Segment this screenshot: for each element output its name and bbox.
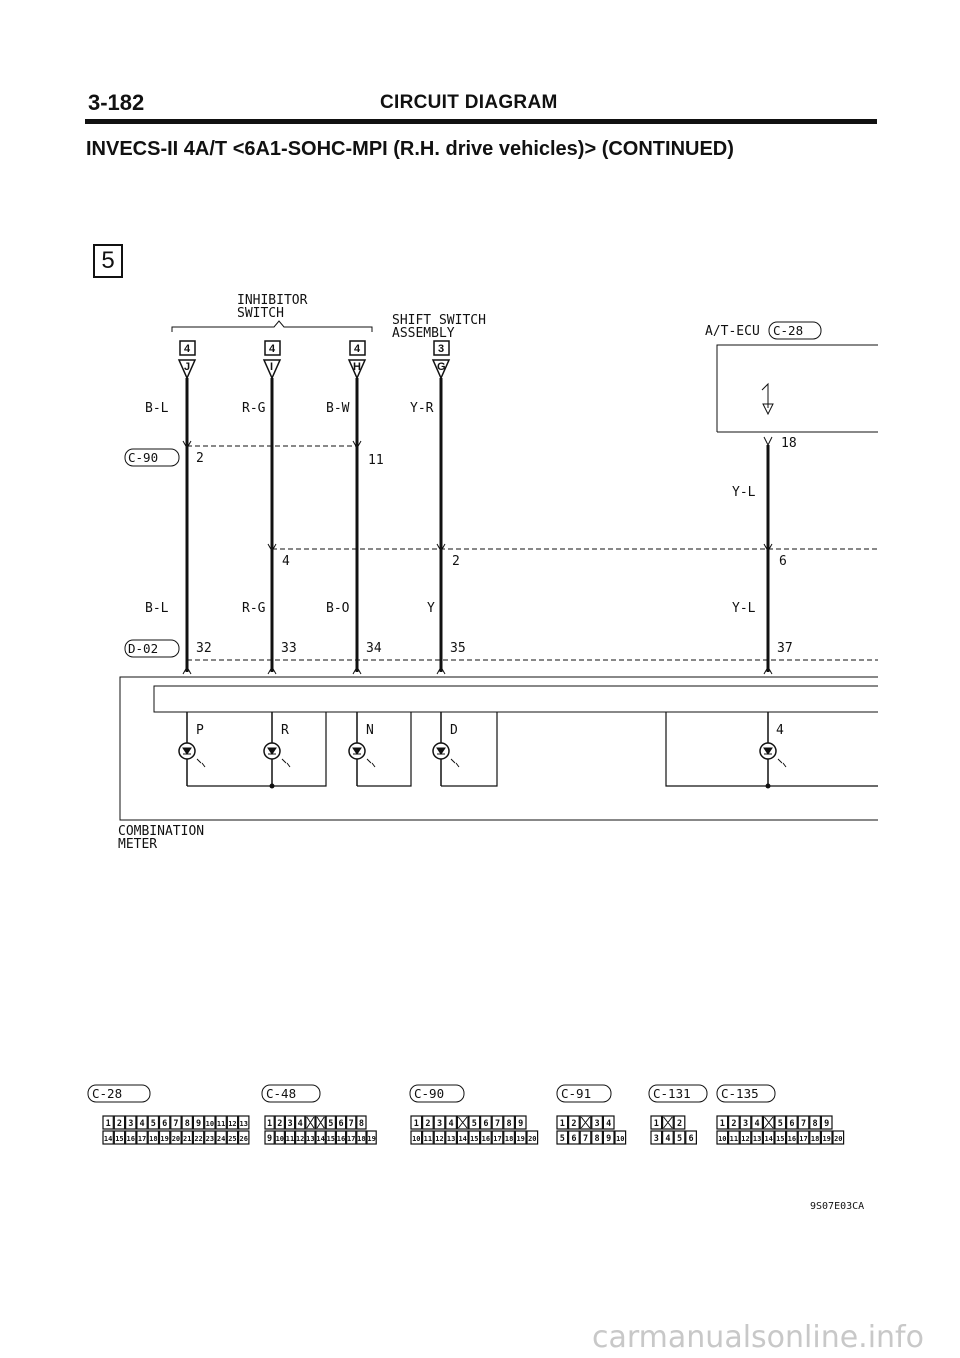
connector-label-c48: C-48 bbox=[266, 1086, 297, 1101]
connector-pin-number: 6 bbox=[789, 1119, 795, 1129]
connector-pin-number: 3 bbox=[594, 1119, 600, 1129]
connector-pin-number: 10 bbox=[275, 1135, 285, 1143]
inhibitor-connector-square-3 bbox=[350, 341, 365, 355]
d02-pin-35: 35 bbox=[450, 641, 466, 656]
connector-faces bbox=[88, 1085, 844, 1144]
connector-pin-number: 18 bbox=[357, 1135, 366, 1143]
svg-text:H: H bbox=[353, 361, 361, 373]
connector-pin-number: 6 bbox=[338, 1119, 344, 1129]
inhibitor-switch-bracket bbox=[172, 321, 372, 332]
svg-text:4: 4 bbox=[184, 343, 191, 355]
connector-pin-number: 20 bbox=[528, 1135, 537, 1143]
at-ecu-internal-arrow bbox=[762, 384, 773, 414]
connector-pin-number: 15 bbox=[326, 1135, 336, 1143]
connector-pin-number: 3 bbox=[436, 1119, 443, 1129]
connector-pin-number: 9 bbox=[267, 1134, 273, 1144]
indicator-label-n: N bbox=[366, 723, 374, 738]
connector-label-c131: C-131 bbox=[653, 1086, 691, 1101]
indicator-label-p: P bbox=[196, 723, 204, 738]
svg-text:3: 3 bbox=[438, 343, 445, 355]
connector-pin-number: 18 bbox=[149, 1135, 158, 1143]
connector-pin-number: 18 bbox=[810, 1135, 820, 1143]
connector-pin-number: 14 bbox=[316, 1135, 325, 1143]
connector-pin-number: 7 bbox=[494, 1119, 501, 1129]
connector-pin-number: 7 bbox=[348, 1119, 354, 1129]
connector-pin-number: 2 bbox=[425, 1119, 431, 1129]
connector-pin-number: 19 bbox=[516, 1135, 525, 1143]
meter-junction-dot-1 bbox=[270, 784, 275, 789]
connector-pin-number: 5 bbox=[150, 1119, 156, 1129]
connector-pin-number: 25 bbox=[228, 1135, 237, 1143]
connector-pin-number: 2 bbox=[277, 1119, 283, 1129]
connector-pin-number: 13 bbox=[306, 1135, 315, 1143]
connector-pin-number: 4 bbox=[606, 1119, 612, 1129]
connector-pin-number: 19 bbox=[367, 1135, 376, 1143]
indicator-label-4: 4 bbox=[776, 723, 784, 738]
d02-pin-34: 34 bbox=[366, 641, 382, 656]
inhibitor-switch-name-1: INHIBITOR bbox=[237, 293, 308, 308]
connector-pin-number: 10 bbox=[412, 1135, 421, 1143]
wire-color-lower-1: B-L bbox=[145, 601, 169, 616]
connector-pin-number: 16 bbox=[336, 1135, 346, 1143]
wire-color-upper-1: B-L bbox=[145, 401, 169, 416]
connector-pin-number: 2 bbox=[116, 1119, 123, 1129]
connector-pin-number: 8 bbox=[812, 1119, 818, 1129]
connector-pin-number: 14 bbox=[764, 1135, 773, 1143]
connector-pin-number: 16 bbox=[126, 1135, 135, 1143]
connector-pin-number: 1 bbox=[653, 1119, 659, 1129]
connector-pin-number: 8 bbox=[506, 1119, 512, 1129]
connector-pin-number: 18 bbox=[504, 1135, 514, 1143]
indicator-label-r: R bbox=[281, 723, 289, 738]
connector-pin-number: 20 bbox=[834, 1135, 843, 1143]
connector-pin-number: 3 bbox=[287, 1119, 293, 1129]
connector-pin-number: 7 bbox=[582, 1134, 589, 1144]
at-ecu-connector: C-28 bbox=[773, 323, 804, 338]
connector-pin-number: 10 bbox=[205, 1120, 215, 1128]
connector-pin-number: 2 bbox=[731, 1119, 737, 1129]
connector-pin-number: 14 bbox=[458, 1135, 467, 1143]
d02-pin-33: 33 bbox=[281, 641, 297, 656]
connector-pin-number: 13 bbox=[239, 1120, 248, 1128]
svg-text:J: J bbox=[184, 361, 191, 373]
connector-pin-number: 10 bbox=[616, 1135, 625, 1143]
diagram-subtitle: INVECS-II 4A/T <6A1-SOHC-MPI (R.H. drive vehicles)> (CONTINUED) bbox=[86, 138, 734, 160]
connector-pin-number: 4 bbox=[665, 1134, 671, 1144]
wire-color-ecu-mid: Y-L bbox=[732, 485, 756, 500]
connector-pin-number: 11 bbox=[285, 1135, 295, 1143]
connector-pin-number: 6 bbox=[162, 1119, 168, 1129]
connector-pin-number: 16 bbox=[787, 1135, 797, 1143]
connector-pin-number: 22 bbox=[194, 1135, 203, 1143]
ecu-pin-number: 18 bbox=[781, 436, 797, 451]
terminal-i bbox=[264, 360, 280, 378]
combination-meter-name-2: METER bbox=[118, 837, 158, 852]
connector-face-c48 bbox=[262, 1085, 376, 1144]
connector-face-c90 bbox=[410, 1085, 538, 1144]
connector-label-c90: C-90 bbox=[414, 1086, 445, 1101]
connector-pin-number: 4 bbox=[448, 1119, 454, 1129]
connector-pin-number: 20 bbox=[171, 1135, 181, 1143]
figure-code: 9S07E03CA bbox=[810, 1201, 865, 1212]
connector-pin-number: 8 bbox=[594, 1134, 600, 1144]
connector-pin-number: 23 bbox=[205, 1135, 215, 1143]
connector-pin-number: 1 bbox=[413, 1119, 419, 1129]
indicator-label-d: D bbox=[450, 723, 458, 738]
connector-pin-number: 17 bbox=[137, 1135, 147, 1143]
connector-pin-number: 2 bbox=[676, 1119, 683, 1129]
terminal-h bbox=[349, 360, 365, 378]
connector-pin-number: 6 bbox=[483, 1119, 489, 1129]
svg-text:G: G bbox=[437, 361, 446, 373]
wire-color-lower-4: Y bbox=[427, 601, 435, 616]
connector-pin-number: 3 bbox=[742, 1119, 749, 1129]
d02-pin-37: 37 bbox=[777, 641, 793, 656]
connector-pin-number: 24 bbox=[216, 1135, 226, 1143]
wire-color-lower-3: B-O bbox=[326, 601, 350, 616]
connector-pin-number: 9 bbox=[606, 1134, 612, 1144]
at-ecu-box bbox=[717, 345, 878, 432]
connector-pin-number: 4 bbox=[139, 1119, 145, 1129]
connector-pin-number: 12 bbox=[741, 1135, 750, 1143]
watermark: carmanualsonline.info bbox=[592, 1320, 924, 1355]
connector-pin-number: 10 bbox=[718, 1135, 727, 1143]
connector-pin-number: 6 bbox=[571, 1134, 577, 1144]
svg-text:I: I bbox=[270, 361, 274, 373]
connector-pin-number: 9 bbox=[518, 1119, 524, 1129]
connector-pin-number: 14 bbox=[103, 1135, 113, 1143]
connector-pin-number: 1 bbox=[105, 1119, 111, 1129]
c90-pin-b: 11 bbox=[368, 453, 384, 468]
connector-pin-number: 15 bbox=[470, 1135, 479, 1143]
connector-pin-number: 17 bbox=[346, 1135, 356, 1143]
connector-pin-number: 1 bbox=[719, 1119, 725, 1129]
shift-switch-name-2: ASSEMBLY bbox=[392, 326, 455, 341]
inhibitor-connector-square-1 bbox=[180, 341, 195, 355]
indicator-led-icon-d bbox=[433, 743, 459, 767]
connector-face-c131 bbox=[649, 1085, 707, 1144]
connector-label-c91: C-91 bbox=[561, 1086, 592, 1101]
connector-pin-number: 16 bbox=[481, 1135, 491, 1143]
ecu-pin-arrow bbox=[764, 437, 772, 445]
connector-pin-number: 5 bbox=[328, 1119, 334, 1129]
terminal-j bbox=[179, 360, 195, 378]
indicator-led-icon-r bbox=[264, 743, 290, 767]
connector-pin-number: 11 bbox=[729, 1135, 739, 1143]
connector-pin-number: 6 bbox=[688, 1134, 694, 1144]
svg-text:4: 4 bbox=[354, 343, 361, 355]
connector-pin-number: 8 bbox=[358, 1119, 364, 1129]
c90-connector-name: C-90 bbox=[128, 450, 159, 465]
d02-pin-32: 32 bbox=[196, 641, 212, 656]
connector-pin-number: 3 bbox=[653, 1134, 659, 1144]
terminal-g bbox=[433, 360, 449, 378]
mid-pin-c: 6 bbox=[779, 554, 787, 569]
connector-pin-number: 15 bbox=[115, 1135, 124, 1143]
wire-color-upper-3: B-W bbox=[326, 401, 350, 416]
connector-pin-number: 13 bbox=[446, 1135, 456, 1143]
connector-face-c28 bbox=[88, 1085, 249, 1144]
connector-pin-number: 11 bbox=[423, 1135, 433, 1143]
shift-switch-connector-square bbox=[434, 341, 449, 355]
connector-face-c135 bbox=[717, 1085, 844, 1144]
connector-pin-number: 21 bbox=[183, 1135, 192, 1143]
connector-pin-number: 1 bbox=[267, 1119, 273, 1129]
wire-color-lower-2: R-G bbox=[242, 601, 266, 616]
c90-pin-a: 2 bbox=[196, 451, 204, 466]
meter-junction-dot-2 bbox=[766, 784, 771, 789]
indicator-led-icon-n bbox=[349, 743, 375, 767]
connector-pin-number: 5 bbox=[676, 1134, 683, 1144]
connector-pin-number: 4 bbox=[297, 1119, 303, 1129]
connector-pin-number: 15 bbox=[776, 1135, 785, 1143]
connector-pin-number: 5 bbox=[559, 1134, 565, 1144]
svg-text:4: 4 bbox=[269, 343, 276, 355]
connector-pin-number: 9 bbox=[824, 1119, 830, 1129]
connector-pin-number: 17 bbox=[799, 1135, 808, 1143]
wire-color-upper-4: Y-R bbox=[410, 401, 434, 416]
connector-pin-number: 12 bbox=[295, 1135, 305, 1143]
inhibitor-switch-name-2: SWITCH bbox=[237, 306, 284, 321]
page-number: 3-182 bbox=[88, 90, 145, 115]
wire-color-lower-5: Y-L bbox=[732, 601, 756, 616]
meter-bus-bar bbox=[154, 686, 878, 712]
at-ecu-name: A/T-ECU bbox=[705, 324, 760, 339]
connector-pin-number: 19 bbox=[822, 1135, 831, 1143]
connector-pin-number: 7 bbox=[800, 1119, 807, 1129]
connector-pin-number: 11 bbox=[216, 1120, 226, 1128]
wire-color-upper-2: R-G bbox=[242, 401, 266, 416]
shift-switch-name-1: SHIFT SWITCH bbox=[392, 313, 486, 328]
connector-pin-number: 3 bbox=[128, 1119, 134, 1129]
mid-pin-a: 4 bbox=[282, 554, 290, 569]
indicator-led-icon-4 bbox=[760, 743, 786, 767]
connector-pin-number: 17 bbox=[493, 1135, 502, 1143]
connector-pin-number: 9 bbox=[195, 1119, 202, 1129]
connector-pin-number: 5 bbox=[471, 1119, 477, 1129]
connector-pin-number: 19 bbox=[160, 1135, 169, 1143]
connector-label-c135: C-135 bbox=[721, 1086, 759, 1101]
connector-pin-number: 12 bbox=[228, 1120, 237, 1128]
sheet-number-box: 5 bbox=[93, 244, 123, 278]
page-section-title: CIRCUIT DIAGRAM bbox=[380, 92, 558, 113]
connector-pin-number: 13 bbox=[752, 1135, 762, 1143]
d02-connector-name: D-02 bbox=[128, 641, 159, 656]
connector-pin-number: 26 bbox=[239, 1135, 248, 1143]
connector-label-c28: C-28 bbox=[92, 1086, 123, 1101]
connector-pin-number: 1 bbox=[559, 1119, 565, 1129]
inhibitor-connector-square-2 bbox=[265, 341, 280, 355]
connector-pin-number: 5 bbox=[777, 1119, 783, 1129]
connector-pin-number: 7 bbox=[173, 1119, 179, 1129]
mid-pin-b: 2 bbox=[452, 554, 460, 569]
indicator-led-icon-p bbox=[179, 743, 205, 767]
connector-face-c91 bbox=[557, 1085, 626, 1144]
combination-meter-name-1: COMBINATION bbox=[118, 824, 205, 839]
connector-pin-number: 2 bbox=[571, 1119, 577, 1129]
mid-pin-arrows bbox=[268, 544, 772, 551]
connector-pin-number: 4 bbox=[754, 1119, 760, 1129]
connector-pin-number: 12 bbox=[435, 1135, 444, 1143]
connector-pin-number: 8 bbox=[184, 1119, 190, 1129]
